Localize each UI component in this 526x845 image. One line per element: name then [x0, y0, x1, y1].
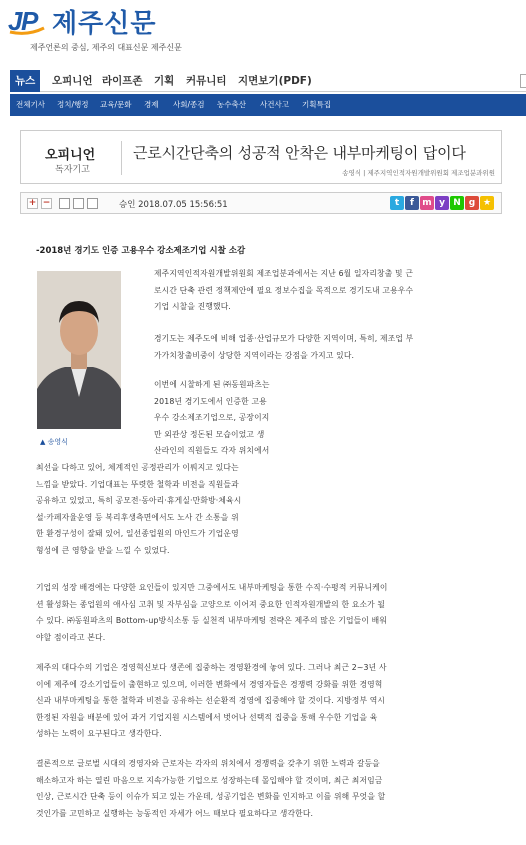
masthead [0, 0, 526, 62]
paragraph-2 [154, 331, 413, 364]
text-line: 해소하고자 하는 열린 마음으로 지속가능한 기업으로 성장하는데 몰입해야 할 것이며, 최근 최저임금 [36, 775, 383, 785]
text-line: 가가치창출비중이 상당한 지역이라는 강점을 가지고 있다. [154, 350, 355, 360]
text-line: 제주의 대다수의 기업은 경영혁신보다 생존에 집중하는 경영환경에 놓여 있다. 그러나 최근 2~3년 사 [36, 663, 387, 672]
article-toolbar [20, 192, 502, 214]
text-line: 수 있다. ㈜동원파츠의 Bottom-up방식소통 등 실천적 내부마케팅 전략은 제주의 많은 기업들이 배워 [36, 616, 387, 626]
site-name[interactable]: 제주신문 [52, 9, 157, 39]
tab-news[interactable]: 뉴스 [10, 70, 40, 92]
author-photo [37, 271, 121, 429]
article-header [20, 130, 502, 184]
byline: 송영식 | 제주지역인적자원개발위원회 제조업분과위원 [342, 169, 495, 177]
subnav-item-agriculture[interactable]: 농수축산 [217, 100, 246, 109]
print-icon[interactable] [59, 198, 70, 209]
photo-caption: ▲ 송영식 [40, 438, 68, 446]
text-line: 기업 시찰을 진행했다. [154, 302, 232, 312]
text-line: 공유하고 있었고, 특히 공모전·동아리·휴게실·만화방·체육시 [36, 496, 242, 506]
text-line: 한 환경구성이 잘돼 있어, 일선종업원의 마인드가 기업운영 [36, 529, 239, 539]
text-line: 최선을 다하고 있어, 체계적인 공정관리가 이뤄지고 있다는 [36, 463, 239, 472]
tab-opinion[interactable]: 오피니언 [52, 75, 93, 87]
text-line: 만 외관상 정돈된 모습이었고 생 [154, 429, 265, 439]
site-tagline: 제주언론의 중심, 제주의 대표신문 제주신문 [30, 43, 182, 52]
svg-text:P: P [21, 6, 39, 36]
paragraph-3-top [154, 377, 270, 460]
subnav-item-all[interactable]: 전체기사 [16, 100, 45, 109]
font-down-button[interactable]: − [42, 198, 51, 208]
google-icon[interactable]: g [465, 196, 479, 210]
me2day-icon[interactable]: m [420, 196, 434, 210]
text-line: 이번에 시찰하게 된 ㈜동원파츠는 [154, 380, 270, 389]
text-line: 션 활성화는 종업원의 애사심 고취 및 자부심을 고양으로 이어져 중요한 인적자원개발의 한 요소가 될 [36, 599, 386, 609]
sub-nav [10, 94, 526, 116]
text-line: 느낌을 받았다. 기업대표는 뚜렷한 철학과 비전을 직원들과 [36, 479, 239, 489]
section-subname[interactable]: 독자기고 [55, 165, 90, 175]
favorite-icon[interactable]: ★ [480, 196, 494, 210]
text-line: 인상, 근로시간 단축 등이 이슈가 되고 있는 가운데, 성공기업은 변화를 인지하고 이를 위해 무엇을 할 [36, 792, 386, 802]
text-line: 것인가를 고민하고 실행하는 능동적인 자세가 어느 때보다 필요하다고 생각한다. [36, 808, 314, 818]
tab-planning[interactable]: 기획 [154, 75, 175, 87]
text-line: 이에 제주에 강소기업들이 출현하고 있으며, 이러한 변화에서 경영자들은 경쟁력 강화를 위한 경영혁 [36, 679, 383, 689]
twitter-icon[interactable]: t [390, 196, 404, 210]
text-line: 결론적으로 글로벌 시대의 경영자와 근로자는 각자의 위치에서 경쟁력을 갖추기 위한 노력과 갈등을 [36, 759, 380, 768]
paragraph-3-bottom [36, 460, 241, 560]
subnav-item-economy[interactable]: 경제 [144, 100, 159, 109]
text-line: 기업의 성장 배경에는 다양한 요인들이 있지만 그중에서도 내부마케팅을 통한 수직·수평적 커뮤니케이 [36, 583, 388, 592]
email-icon[interactable] [73, 198, 84, 209]
svg-text:J: J [8, 6, 23, 36]
text-line: 2018년 경기도에서 인증한 고용 [154, 396, 267, 406]
text-line: 우수 강소제조기업으로, 공장이지 [154, 413, 270, 423]
text-line: 경기도는 제주도에 비해 업종·산업규모가 다양한 지역이며, 특히, 제조업 부 [154, 334, 414, 343]
subnav-item-education[interactable]: 교육/문화 [100, 100, 132, 109]
article-subheading: -2018년 경기도 인증 고용우수 강소제조기업 시찰 소감 [36, 246, 246, 256]
text-line: 로시간 단축 관련 정책제안에 필요 정보수집을 목적으로 경기도내 고용우수 [154, 285, 414, 295]
yozm-icon[interactable]: y [435, 196, 449, 210]
tab-pdf[interactable]: 지면보기(PDF) [238, 75, 312, 87]
article-title: 근로시간단축의 성공적 안착은 내부마케팅이 답이다 [133, 144, 466, 162]
text-line: 성하는 노력이 요구된다고 생각한다. [36, 729, 162, 739]
text-line: 설·카페자율운영 등 복리후생측면에서도 노사 간 소통을 위 [36, 512, 239, 522]
paragraph-4 [36, 580, 388, 646]
paragraph-6 [36, 756, 385, 822]
paragraph-5 [36, 660, 387, 743]
subnav-item-features[interactable]: 기획특집 [302, 100, 331, 109]
text-line: 제주지역인적자원개발위원회 제조업분과에서는 지난 6월 일자리창출 및 근 [154, 269, 414, 278]
text-line: 형성에 큰 영향을 받을 느낄 수 있었다. [36, 545, 170, 555]
main-nav [10, 70, 526, 92]
text-line: 야할 점이라고 본다. [36, 632, 106, 642]
search-input[interactable] [520, 74, 526, 88]
divider [121, 141, 122, 175]
font-up-button[interactable]: + [28, 198, 37, 208]
tab-lifezone[interactable]: 라이프존 [102, 75, 143, 87]
copy-icon[interactable] [87, 198, 98, 209]
section-name[interactable]: 오피니언 [45, 148, 96, 163]
tab-community[interactable]: 커뮤니티 [186, 75, 227, 87]
logo-mark[interactable] [8, 6, 46, 36]
subnav-item-incidents[interactable]: 사건사고 [260, 100, 289, 109]
subnav-item-society[interactable]: 사회/종검 [173, 100, 205, 109]
published-time: 승인 2018.07.05 15:56:51 [119, 200, 228, 210]
text-line: 한정된 자원을 배분에 있어 과거 기업지원 시스템에서 벗어나 선택적 집중을 통해 우수한 기업을 육 [36, 712, 378, 722]
text-line: 산라인의 직원들도 각자 위치에서 [154, 446, 270, 456]
subnav-item-politics[interactable]: 정치/행정 [57, 100, 89, 109]
naver-icon[interactable]: N [450, 196, 464, 210]
paragraph-1 [154, 266, 413, 316]
facebook-icon[interactable]: f [405, 196, 419, 210]
text-line: 신과 내부마케팅을 통한 철학과 비전을 공유하는 선순환적 경영에 집중해야 할 것이다. 지방정부 역시 [36, 696, 386, 706]
